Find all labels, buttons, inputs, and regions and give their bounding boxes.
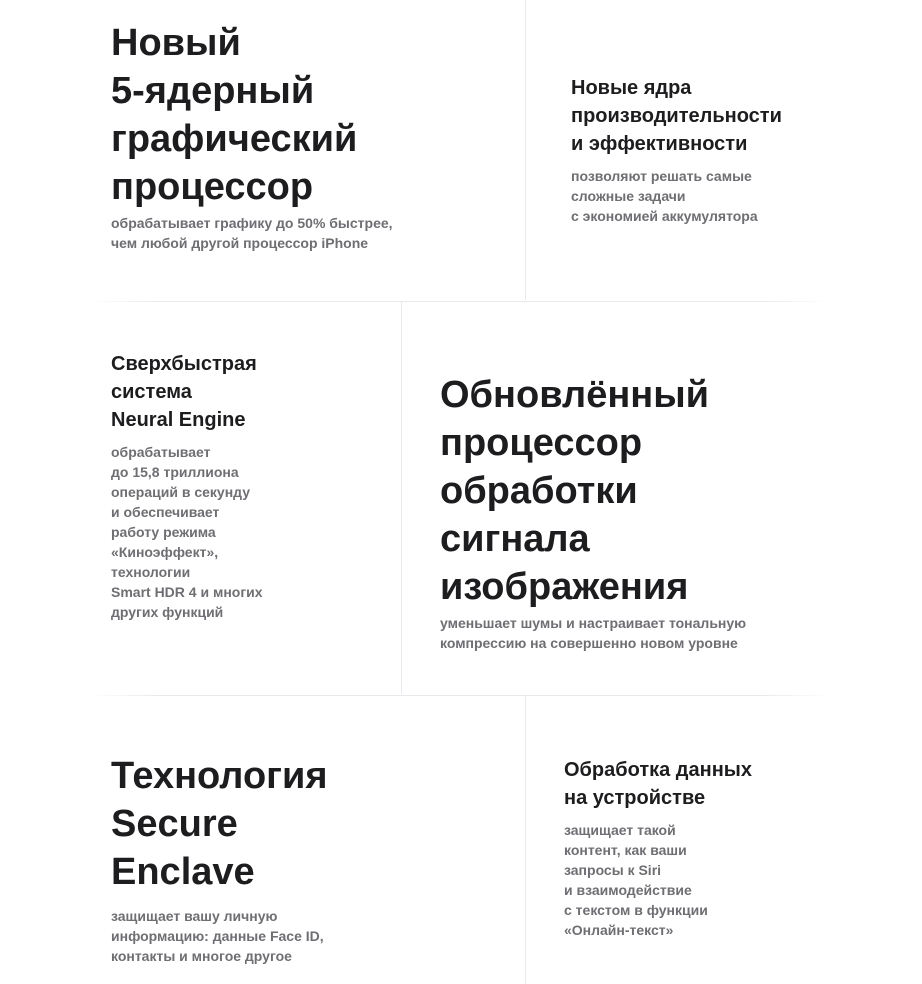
tile-on-device-description: защищает такой контент, как ваши запросы к Siri и взаимодействие с текстом в функции «Онлайн-текст»: [564, 822, 708, 938]
tile-on-device-title: Обработка данных на устройстве: [564, 759, 752, 809]
tile-cpu-cores-description: позволяют решать самые сложные задачи с экономией аккумулятора: [571, 168, 758, 224]
tile-secure-enclave: [111, 752, 511, 966]
tile-secure-enclave-description: защищает вашу личную информацию: данные Face ID, контакты и многое другое: [111, 908, 324, 964]
tile-neural-engine-description: обрабатывает до 15,8 триллиона операций в секунду и обеспечивает работу режима «Киноэффект», технологии Smart HDR 4 и многих других функций: [111, 444, 263, 620]
tile-isp-description: уменьшает шумы и настраивает тональную компрессию на совершенно новом уровне: [440, 615, 747, 651]
tile-isp-title: Обновлённый процессор обработки сигнала изображения: [440, 374, 710, 608]
tile-secure-enclave-title: Технология Secure Enclave: [111, 755, 328, 893]
tile-isp: [440, 371, 910, 653]
tile-on-device: [564, 756, 904, 940]
divider-vertical-row2: [401, 302, 402, 694]
divider-horizontal-1: [90, 301, 830, 302]
tile-gpu-title: Новый 5-ядерный графический процессор: [111, 22, 358, 208]
tile-gpu-description: обрабатывает графику до 50% быстрее, чем любой другой процессор iPhone: [111, 215, 393, 251]
tile-neural-engine-title: Сверхбыстрая система Neural Engine: [111, 353, 257, 431]
divider-vertical-row1: [525, 0, 526, 300]
tile-neural-engine: [111, 350, 391, 622]
tile-cpu-cores-title: Новые ядра производительности и эффективности: [571, 77, 782, 155]
tile-gpu: [111, 19, 511, 253]
divider-vertical-row3: [525, 696, 526, 984]
divider-horizontal-2: [90, 695, 830, 696]
tile-cpu-cores: [571, 74, 911, 226]
